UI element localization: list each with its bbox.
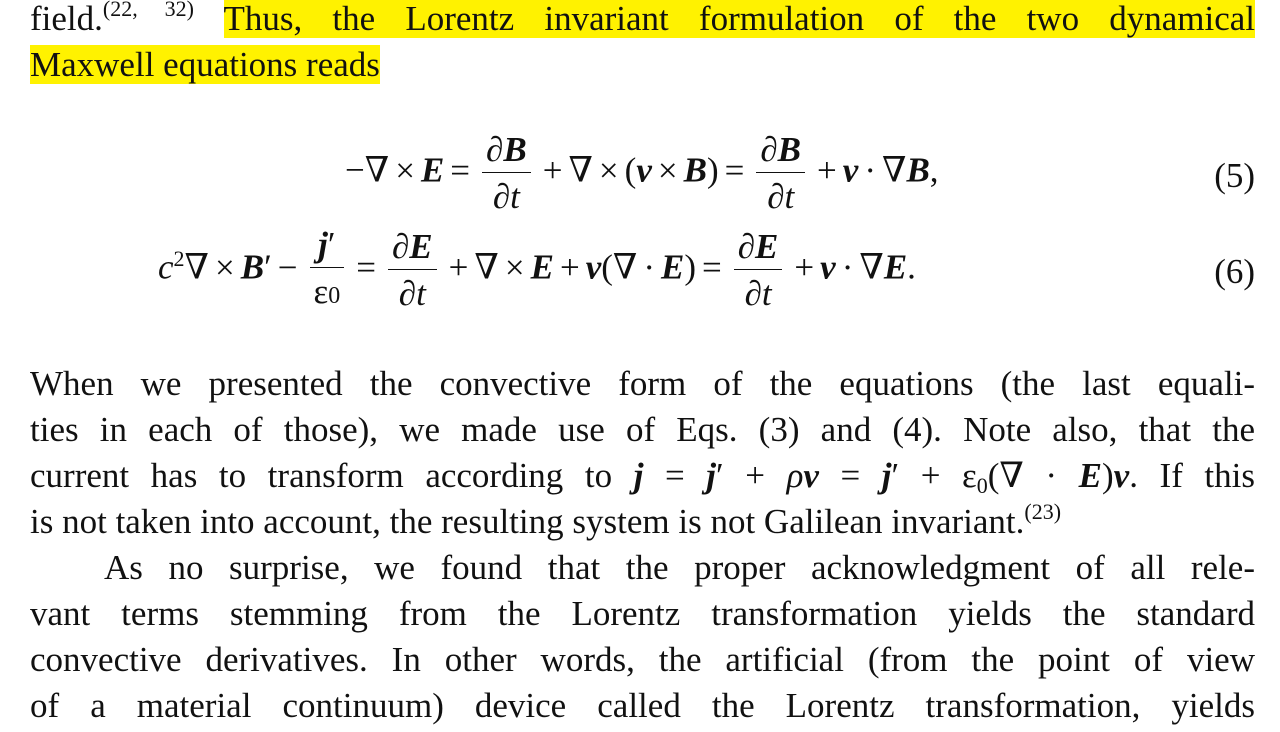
text-fragment: . If this <box>1129 456 1255 495</box>
text-line-top-2 <box>30 42 1255 88</box>
equation-number: (6) <box>1214 252 1255 291</box>
text-fragment: field. <box>30 0 103 38</box>
text-line: ties in each of those), we made use of Eqs. (3) and (4). Note also, that the <box>30 410 1255 449</box>
text-line-with-math <box>30 453 1255 499</box>
citation-superscript: (22, 32) <box>102 0 194 21</box>
text-line-indented: As no surprise, we found that the proper acknowledgment of all rele- <box>104 548 1255 587</box>
equation-6: $c^2\nabla \times B'$ − $\frac{j'}{\varepsilon 0}$ = $\frac{\partial E}{\partial t}$ + ∇ × E + v(∇ · E) = $\frac{\partial E}{\partial t}$ + v · ∇E. <box>158 225 916 313</box>
citation-superscript: (23) <box>1024 499 1062 524</box>
text-line: of a material continuum) device called the Lorentz transformation, yields <box>30 686 1255 725</box>
text-fragment: current has to transform according to <box>30 456 613 495</box>
inline-math: $j = j' + \rho v = j' + \varepsilon_0(\nabla \cdot E)v$ <box>633 456 1130 498</box>
highlighted-text: Thus, the Lorentz invariant formulation of the two dynamical <box>223 0 1256 38</box>
equation-number: (5) <box>1214 156 1255 195</box>
text-line: convective derivatives. In other words, the artificial (from the point of view <box>30 640 1255 679</box>
text-line: vant terms stemming from the Lorentz transformation yields the standard <box>30 594 1255 633</box>
text-line <box>30 499 1260 545</box>
text-fragment: is not taken into account, the resulting system is not Galilean invariant. <box>30 502 1025 541</box>
text-line-top-1 <box>30 0 1255 42</box>
equation-5: −∇ × E = $\frac{\partial B}{\partial t}$ + ∇ × (v × B) = $\frac{\partial B}{\partial t}$ + v · ∇B, <box>345 130 939 216</box>
highlighted-text: Maxwell equations reads <box>30 45 380 84</box>
text-line: When we presented the convective form of the equations (the last equali- <box>30 364 1255 403</box>
